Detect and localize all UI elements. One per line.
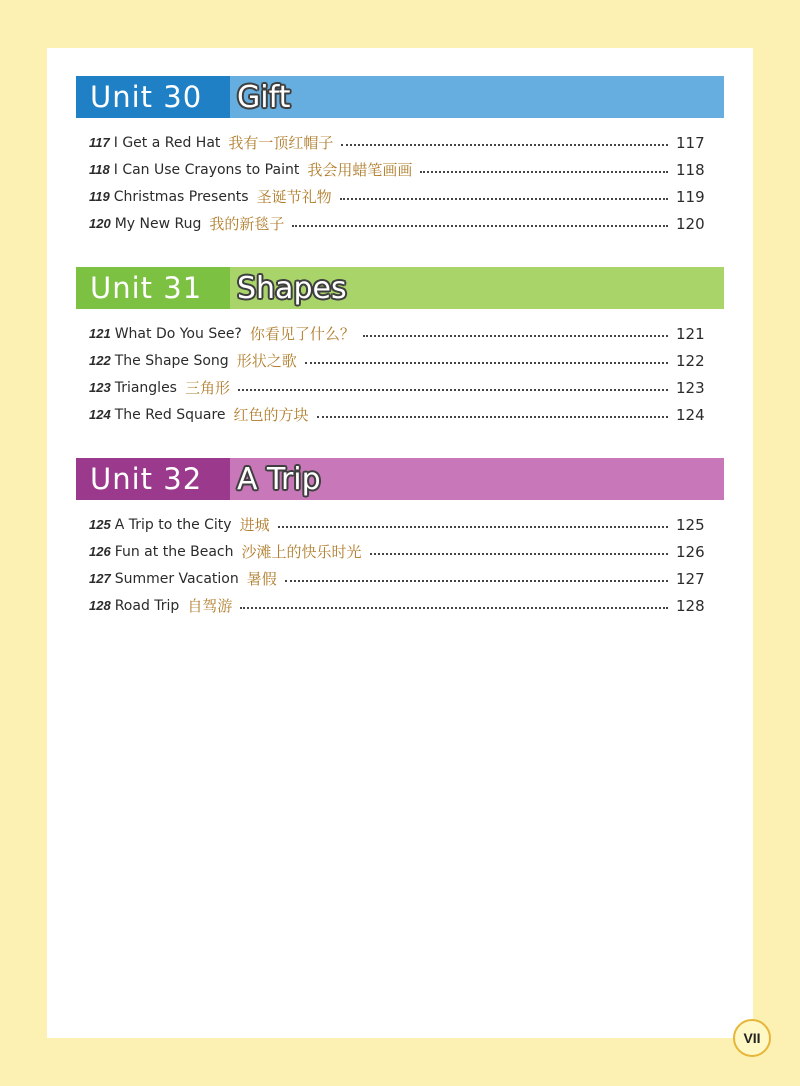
unit-number-label: Unit 31	[76, 267, 230, 309]
lesson-number: 124	[89, 407, 111, 422]
lesson-entry[interactable]	[89, 538, 704, 565]
dot-leader	[340, 198, 668, 200]
lesson-entry[interactable]	[89, 592, 704, 619]
lesson-title-zh: 圣诞节礼物	[256, 188, 332, 206]
unit-number-label: Unit 32	[76, 458, 230, 500]
unit-title: Gift	[230, 76, 724, 118]
lesson-title-en: Summer Vacation	[114, 570, 239, 587]
unit-title: A Trip	[230, 458, 724, 500]
page-number-badge: VII	[733, 1019, 771, 1057]
lesson-list	[76, 511, 724, 619]
lesson-title-zh: 你看见了什么？	[249, 325, 355, 343]
lesson-title-zh: 沙滩上的快乐时光	[241, 543, 362, 561]
unit-number-label: Unit 30	[76, 76, 230, 118]
lesson-title-en: The Red Square	[114, 406, 226, 423]
unit-header	[76, 458, 724, 500]
lesson-page-number: 118	[676, 160, 705, 179]
lesson-page-number: 124	[676, 405, 705, 424]
lesson-entry[interactable]	[89, 374, 704, 401]
lesson-page-number: 128	[676, 596, 705, 615]
lesson-entry[interactable]	[89, 565, 704, 592]
lesson-title-zh: 自驾游	[187, 597, 233, 615]
lesson-list	[76, 320, 724, 428]
lesson-entry[interactable]	[89, 183, 704, 210]
lesson-title-en: I Can Use Crayons to Paint	[113, 161, 300, 178]
dot-leader	[285, 580, 668, 582]
lesson-number: 119	[89, 189, 110, 204]
lesson-page-number: 126	[676, 542, 705, 561]
lesson-title-zh: 我会用蜡笔画画	[307, 161, 413, 179]
lesson-title-zh: 我的新毯子	[209, 215, 285, 233]
unit-section	[76, 76, 724, 237]
lesson-title-zh: 我有一顶红帽子	[228, 134, 334, 152]
lesson-entry[interactable]	[89, 129, 704, 156]
lesson-title-en: My New Rug	[114, 215, 202, 232]
dot-leader	[341, 144, 668, 146]
lesson-number: 122	[89, 353, 111, 368]
dot-leader	[305, 362, 668, 364]
dot-leader	[240, 607, 668, 609]
dot-leader	[317, 416, 668, 418]
lesson-page-number: 122	[676, 351, 705, 370]
lesson-entry[interactable]	[89, 511, 704, 538]
lesson-title-en: What Do You See?	[114, 325, 242, 342]
lesson-number: 126	[89, 544, 111, 559]
unit-section	[76, 267, 724, 428]
lesson-page-number: 121	[676, 324, 705, 343]
unit-title: Shapes	[230, 267, 724, 309]
lesson-page-number: 117	[676, 133, 705, 152]
lesson-title-zh: 形状之歌	[236, 352, 297, 370]
lesson-title-zh: 暑假	[246, 570, 277, 588]
dot-leader	[278, 526, 668, 528]
lesson-number: 117	[89, 135, 110, 150]
lesson-number: 128	[89, 598, 111, 613]
lesson-title-zh: 红色的方块	[233, 406, 309, 424]
lesson-title-en: Triangles	[114, 379, 177, 396]
lesson-number: 127	[89, 571, 111, 586]
lesson-title-en: A Trip to the City	[114, 516, 232, 533]
lesson-number: 118	[89, 162, 110, 177]
lesson-entry[interactable]	[89, 320, 704, 347]
lesson-title-en: I Get a Red Hat	[113, 134, 221, 151]
dot-leader	[363, 335, 668, 337]
lesson-entry[interactable]	[89, 210, 704, 237]
lesson-title-en: The Shape Song	[114, 352, 229, 369]
unit-header	[76, 76, 724, 118]
lesson-number: 120	[89, 216, 111, 231]
lesson-list	[76, 129, 724, 237]
lesson-title-en: Road Trip	[114, 597, 180, 614]
lesson-page-number: 125	[676, 515, 705, 534]
lesson-entry[interactable]	[89, 401, 704, 428]
lesson-number: 123	[89, 380, 111, 395]
lesson-number: 125	[89, 517, 111, 532]
lesson-page-number: 120	[676, 214, 705, 233]
dot-leader	[370, 553, 668, 555]
lesson-title-en: Christmas Presents	[113, 188, 249, 205]
unit-section	[76, 458, 724, 619]
lesson-page-number: 119	[676, 187, 705, 206]
lesson-entry[interactable]	[89, 156, 704, 183]
content-page	[47, 48, 753, 1038]
unit-header	[76, 267, 724, 309]
lesson-entry[interactable]	[89, 347, 704, 374]
lesson-page-number: 127	[676, 569, 705, 588]
lesson-title-zh: 进城	[239, 516, 270, 534]
dot-leader	[238, 389, 668, 391]
dot-leader	[292, 225, 668, 227]
lesson-title-en: Fun at the Beach	[114, 543, 234, 560]
lesson-title-zh: 三角形	[184, 379, 230, 397]
lesson-page-number: 123	[676, 378, 705, 397]
dot-leader	[420, 171, 668, 173]
lesson-number: 121	[89, 326, 111, 341]
